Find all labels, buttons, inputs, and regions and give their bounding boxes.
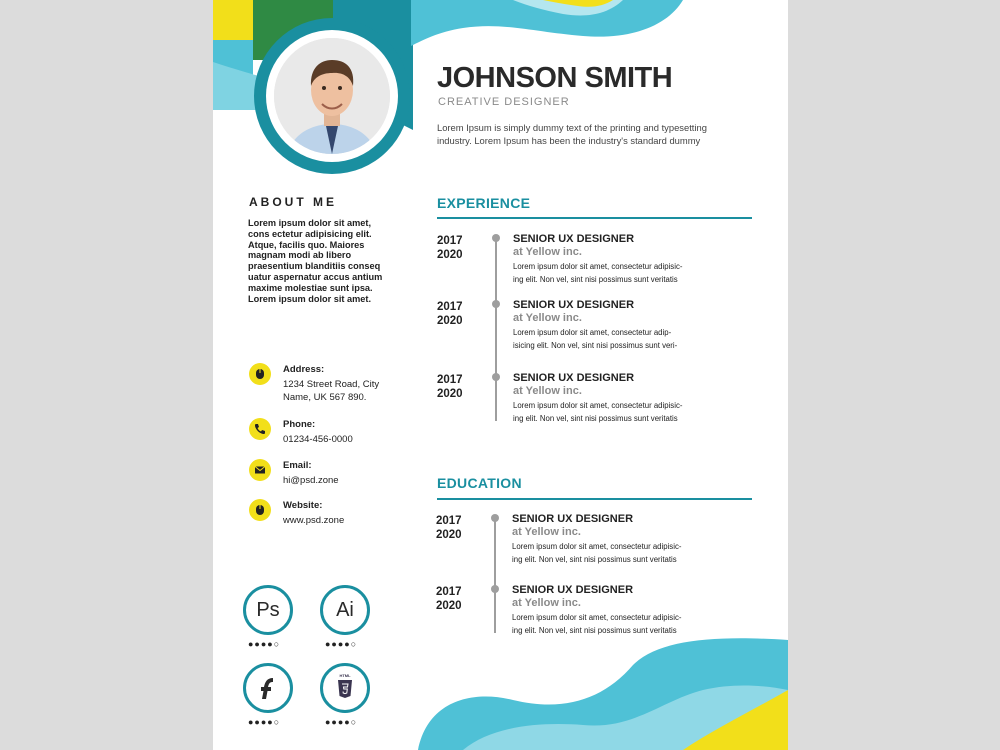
skill-label-ai: Ai bbox=[336, 599, 354, 621]
year-end: 2020 bbox=[437, 315, 463, 327]
year-end: 2020 bbox=[437, 388, 463, 400]
profile-photo-ring bbox=[254, 18, 410, 174]
company: at Yellow inc. bbox=[513, 385, 582, 397]
experience-item bbox=[437, 233, 683, 284]
skill-rating-ps: ●●●●○ bbox=[248, 639, 281, 649]
job-title: SENIOR UX DESIGNER bbox=[513, 233, 635, 245]
candidate-name: JOHNSON SMITH bbox=[437, 62, 673, 94]
skill-rating-ai: ●●●●○ bbox=[325, 639, 358, 649]
job-title: SENIOR UX DESIGNER bbox=[513, 299, 635, 311]
globe-icon bbox=[249, 499, 271, 521]
phone-icon bbox=[249, 418, 271, 440]
company: at Yellow inc. bbox=[513, 246, 582, 258]
skill-rating-flash: ●●●●○ bbox=[248, 717, 281, 727]
illustrator-icon bbox=[320, 585, 370, 635]
location-icon bbox=[249, 363, 271, 385]
about-text: Lorem ipsum dolor sit amet, cons ectetur adipisicing elit. Atque, facilis quo. Maiores magnam modi ab libero praesentium blanditiis conseq uatur aspernatur accus antium maxime molestiae sunt ipsa. Lorem ipsum dolor sit amet. bbox=[248, 218, 383, 304]
experience-item bbox=[437, 299, 678, 350]
company: at Yellow inc. bbox=[512, 526, 581, 538]
job-description: Lorem ipsum dolor sit amet, consectetur adipisic- ing elit. Non vel, sint nisi possimus sunt veritatis bbox=[513, 262, 683, 284]
year-start: 2017 bbox=[437, 235, 463, 247]
profile-photo bbox=[274, 38, 390, 154]
year-start: 2017 bbox=[436, 515, 462, 527]
skill-label-ps: Ps bbox=[256, 599, 280, 621]
year-start: 2017 bbox=[437, 374, 463, 386]
address-line-1: 1234 Street Road, City bbox=[283, 379, 380, 390]
email-label: Email: bbox=[283, 460, 312, 471]
education-item bbox=[436, 513, 682, 564]
timeline-dot bbox=[492, 373, 500, 381]
html5-icon bbox=[320, 663, 370, 713]
photoshop-icon bbox=[243, 585, 293, 635]
address-label: Address: bbox=[283, 364, 325, 375]
timeline-dot bbox=[491, 514, 499, 522]
year-end: 2020 bbox=[436, 600, 462, 612]
year-end: 2020 bbox=[436, 529, 462, 541]
experience-heading: EXPERIENCE bbox=[437, 195, 531, 211]
person-portrait-icon bbox=[274, 38, 390, 154]
job-title: SENIOR UX DESIGNER bbox=[512, 584, 634, 596]
intro-text: Lorem Ipsum is simply dummy text of the printing and typesetting industry. Lorem Ipsum has been the industry's standard dummy bbox=[437, 122, 707, 146]
resume-page bbox=[213, 0, 788, 750]
website-value[interactable]: www.psd.zone bbox=[283, 515, 345, 526]
address-line-2: Name, UK 567 890. bbox=[283, 392, 367, 403]
company: at Yellow inc. bbox=[512, 597, 581, 609]
job-description: Lorem ipsum dolor sit amet, consectetur adip- isicing elit. Non vel, sint nisi possimus sunt veri- bbox=[513, 328, 678, 350]
education-item bbox=[436, 584, 682, 635]
skill-rating-html: ●●●●○ bbox=[325, 717, 358, 727]
experience-rule bbox=[437, 217, 752, 219]
job-title: SENIOR UX DESIGNER bbox=[513, 372, 635, 384]
timeline-dot bbox=[491, 585, 499, 593]
phone-label: Phone: bbox=[283, 419, 316, 430]
experience-timeline bbox=[495, 237, 497, 421]
year-start: 2017 bbox=[437, 301, 463, 313]
about-heading: ABOUT ME bbox=[249, 195, 337, 209]
candidate-title: CREATIVE DESIGNER bbox=[438, 96, 570, 108]
html5-label: HTML bbox=[339, 673, 351, 678]
timeline-dot bbox=[492, 234, 500, 242]
year-start: 2017 bbox=[436, 586, 462, 598]
company: at Yellow inc. bbox=[513, 312, 582, 324]
education-heading: EDUCATION bbox=[437, 475, 522, 491]
year-end: 2020 bbox=[437, 249, 463, 261]
job-title: SENIOR UX DESIGNER bbox=[512, 513, 634, 525]
phone-value[interactable]: 01234-456-0000 bbox=[283, 434, 353, 445]
education-timeline bbox=[494, 517, 496, 633]
job-description: Lorem ipsum dolor sit amet, consectetur adipisic- ing elit. Non vel, sint nisi possimus sunt veritatis bbox=[512, 542, 682, 564]
education-rule bbox=[437, 498, 752, 500]
timeline-dot bbox=[492, 300, 500, 308]
job-description: Lorem ipsum dolor sit amet, consectetur adipisic- ing elit. Non vel, sint nisi possimus sunt veritatis bbox=[513, 401, 683, 423]
website-label: Website: bbox=[283, 500, 323, 511]
flash-icon bbox=[243, 663, 293, 713]
mail-icon bbox=[249, 459, 271, 481]
job-description: Lorem ipsum dolor sit amet, consectetur adipisic- ing elit. Non vel, sint nisi possimus sunt veritatis bbox=[512, 613, 682, 635]
email-value[interactable]: hi@psd.zone bbox=[283, 475, 339, 486]
experience-item bbox=[437, 372, 683, 423]
